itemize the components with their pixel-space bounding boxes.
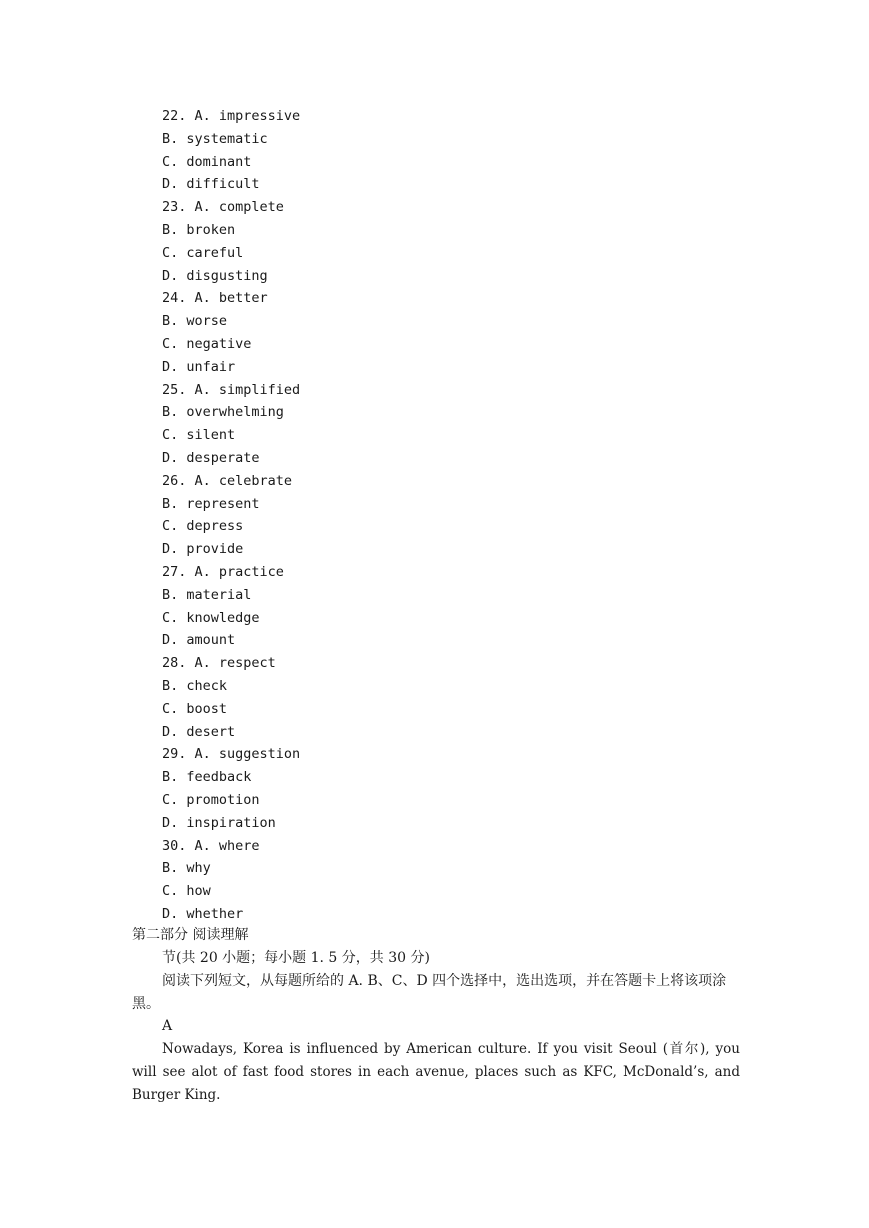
option-line: 22. A. impressive xyxy=(162,108,301,124)
option-line: C. dominant xyxy=(162,153,252,170)
option-line: 23. A. complete xyxy=(162,199,284,216)
option-line: D. inspiration xyxy=(162,814,276,831)
option-line: D. amount xyxy=(162,632,236,649)
option-line: D. desert xyxy=(162,723,236,740)
option-line: 29. A. suggestion xyxy=(162,746,301,763)
option-line: D. whether xyxy=(162,905,244,922)
option-line: 27. A. practice xyxy=(162,563,284,580)
option-line: D. desperate xyxy=(162,449,260,466)
option-line: 24. A. better xyxy=(162,290,268,307)
option-line: C. promotion xyxy=(162,791,260,808)
option-line: C. how xyxy=(162,883,211,900)
option-line: 30. A. where xyxy=(162,837,260,854)
option-line: C. boost xyxy=(162,700,228,717)
option-line: B. worse xyxy=(162,313,228,330)
option-line: D. disgusting xyxy=(162,267,268,284)
option-line: 26. A. celebrate xyxy=(162,472,293,489)
option-line: B. check xyxy=(162,677,228,694)
section-instructions: 阅读下列短文，从每题所给的 A. B、C、D 四个选择中，选出选项，并在答题卡上将该项涂黑。 xyxy=(132,973,727,1012)
option-line: D. unfair xyxy=(162,358,236,375)
option-line: 25. A. simplified xyxy=(162,381,301,398)
option-line: B. represent xyxy=(162,495,260,512)
option-line: B. overwhelming xyxy=(162,404,284,421)
option-line: B. broken xyxy=(162,221,236,238)
section-note: 节(共 20 小题；每小题 1. 5 分，共 30 分) xyxy=(162,950,430,966)
option-line: D. difficult xyxy=(162,176,260,193)
option-line: C. careful xyxy=(162,244,244,261)
option-line: B. feedback xyxy=(162,769,252,786)
section-title: 第二部分 阅读理解 xyxy=(132,927,249,943)
option-line: 28. A. respect xyxy=(162,655,276,672)
option-line: B. material xyxy=(162,586,252,603)
option-line: C. negative xyxy=(162,335,252,352)
answer-options-list xyxy=(162,105,300,926)
option-line: C. silent xyxy=(162,427,236,444)
option-line: C. knowledge xyxy=(162,609,260,626)
option-line: D. provide xyxy=(162,541,244,558)
passage-label: A xyxy=(162,1018,173,1034)
option-line: B. why xyxy=(162,860,211,877)
option-line: B. systematic xyxy=(162,130,268,147)
passage-text: Nowadays, Korea is influenced by American culture. If you visit Seoul (首尔), you will see alot of fast food stores in each avenue, places such as KFC, McDonald’s, and Burger King. xyxy=(132,1041,740,1103)
option-line: C. depress xyxy=(162,518,244,535)
